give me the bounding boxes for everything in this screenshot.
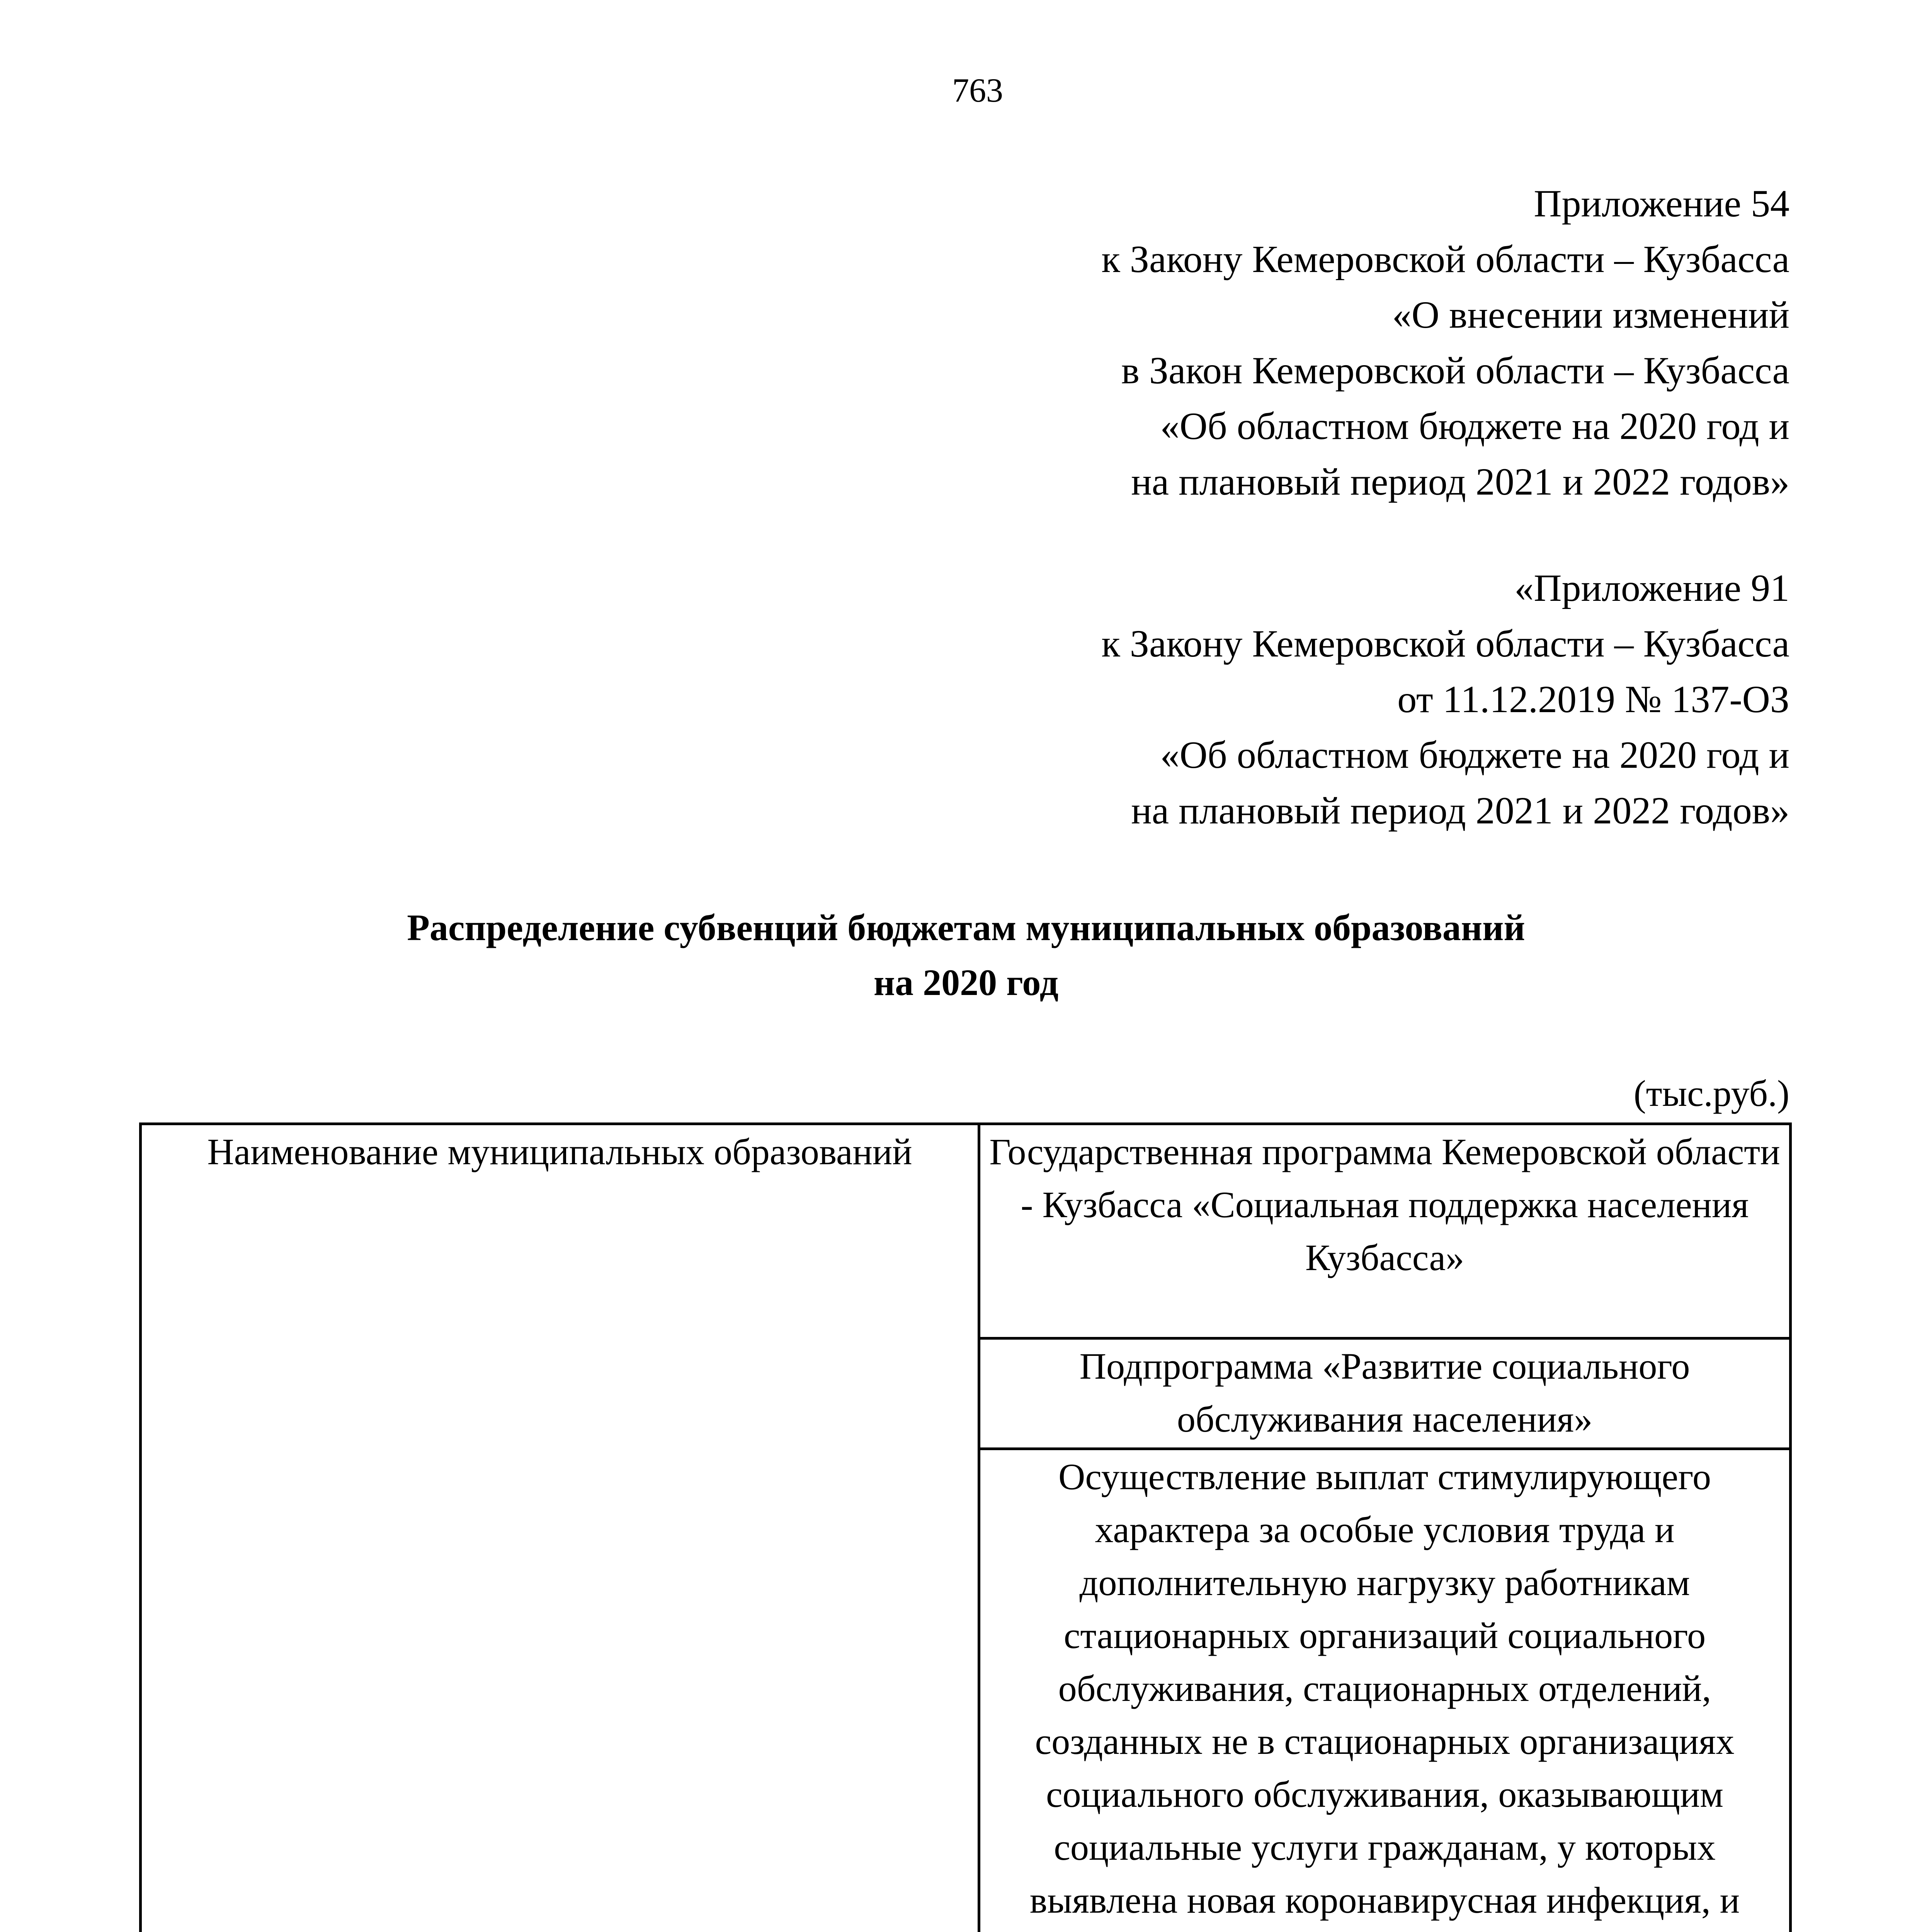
appendix-current-line: к Закону Кемеровской области – Кузбасса (1101, 238, 1789, 281)
header-program-cell: Государственная программа Кемеровской области - Кузбасса «Социальная поддержка населения Кузбасса» (979, 1124, 1791, 1338)
header-description-cell: Осуществление выплат стимулирующего характера за особые условия труда и дополнительную нагрузку работникам стационарных организаций социального обслуживания, стационарных отделений, созданных не в стационарных организациях социального обслуживания, оказывающим социальные услуги гражданам, у которых выявлена новая коронавирусная инфекция, и (979, 1449, 1791, 1932)
appendix-current-line: Приложение 54 (1534, 182, 1789, 225)
appendix-original-line: на плановый период 2021 и 2022 годов» (1131, 789, 1789, 832)
appendix-current-line: «О внесении изменений (1392, 293, 1789, 336)
appendix-current-block (1101, 176, 1789, 510)
header-name-cell: Наименование муниципальных образований (141, 1124, 979, 1932)
appendix-current-line: на плановый период 2021 и 2022 годов» (1131, 460, 1789, 503)
document-title-line: на 2020 год (873, 962, 1059, 1003)
appendix-current-line: в Закон Кемеровской области – Кузбасса (1121, 349, 1789, 392)
appendix-original-line: от 11.12.2019 № 137-ОЗ (1397, 678, 1789, 721)
document-title (0, 900, 1917, 1010)
appendix-current-line: «Об областном бюджете на 2020 год и (1160, 405, 1789, 447)
document-title-line: Распределение субвенций бюджетам муниципальных образований (407, 907, 1525, 948)
appendix-original-line: к Закону Кемеровской области – Кузбасса (1101, 622, 1789, 665)
appendix-original-block (1101, 560, 1789, 838)
subvention-table (139, 1122, 1792, 1932)
page-number: 763 (952, 72, 1003, 109)
unit-label: (тыс.руб.) (1633, 1073, 1789, 1114)
appendix-original-line: «Приложение 91 (1514, 566, 1789, 609)
appendix-original-line: «Об областном бюджете на 2020 год и (1160, 733, 1789, 776)
header-subprogram-cell: Подпрограмма «Развитие социального обслуживания населения» (979, 1338, 1791, 1449)
